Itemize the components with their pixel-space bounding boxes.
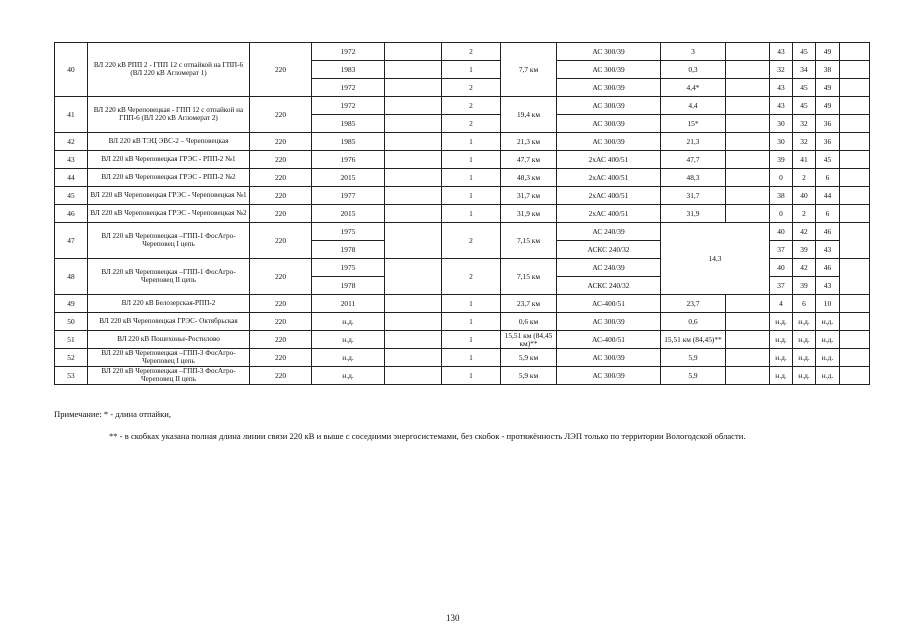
temp-1: 43 [770, 43, 793, 61]
temp-1: 4 [770, 295, 793, 313]
line-length: 7,7 км [501, 43, 557, 97]
year: 2011 [312, 295, 385, 313]
wire-type: АС 300/39 [557, 115, 661, 133]
empty-cell [840, 259, 870, 295]
line-name: ВЛ 220 кВ Череповецкая ГРЭС - РПП-2 №2 [88, 169, 250, 187]
wire-type: АС 300/39 [557, 367, 661, 385]
temp-2: 2 [793, 169, 816, 187]
empty-cell [726, 43, 770, 61]
empty-cell [385, 223, 442, 259]
table-row [55, 43, 870, 61]
row-number: 48 [55, 259, 88, 295]
footnote-1 [54, 409, 171, 419]
empty-cell [726, 187, 770, 205]
wire-length: 21,3 [661, 133, 726, 151]
year: н.д. [312, 313, 385, 331]
wire-length: 31,9 [661, 205, 726, 223]
empty-cell [385, 97, 442, 115]
empty-cell [385, 331, 442, 349]
wire-type: АС 300/39 [557, 43, 661, 61]
wire-type: АСКС 240/32 [557, 241, 661, 259]
temp-1: н.д. [770, 367, 793, 385]
table-row [55, 313, 870, 331]
temp-2: 41 [793, 151, 816, 169]
year: 1983 [312, 61, 385, 79]
voltage: 220 [250, 133, 312, 151]
wire-length: 4,4* [661, 79, 726, 97]
empty-cell [385, 43, 442, 61]
empty-cell [385, 205, 442, 223]
temp-3: 38 [816, 61, 840, 79]
wire-length: 0,3 [661, 61, 726, 79]
line-length: 21,3 км [501, 133, 557, 151]
row-number: 53 [55, 367, 88, 385]
empty-cell [840, 187, 870, 205]
line-length: 15,51 км (84,45 км)** [501, 331, 557, 349]
empty-cell [385, 259, 442, 295]
circuits: 2 [442, 115, 501, 133]
line-name: ВЛ 220 кВ Череповецкая –ГПП-3 ФосАгро-Череповец I цепь [88, 349, 250, 367]
temp-3: 49 [816, 43, 840, 61]
temp-1: 40 [770, 223, 793, 241]
temp-1: н.д. [770, 349, 793, 367]
voltage: 220 [250, 43, 312, 97]
voltage: 220 [250, 349, 312, 367]
empty-cell [840, 169, 870, 187]
row-number: 40 [55, 43, 88, 97]
table-row [55, 97, 870, 115]
table-row [55, 169, 870, 187]
empty-cell [726, 61, 770, 79]
row-number: 47 [55, 223, 88, 259]
voltage: 220 [250, 97, 312, 133]
empty-cell [840, 97, 870, 115]
wire-length: 23,7 [661, 295, 726, 313]
temp-3: 36 [816, 115, 840, 133]
voltage: 220 [250, 331, 312, 349]
line-name: ВЛ 220 кВ Череповецкая - ГПП 12 с отпайкой на ГПП-6 (ВЛ 220 кВ Агломерат 2) [88, 97, 250, 133]
row-number: 49 [55, 295, 88, 313]
wire-type: 2хАС 400/51 [557, 187, 661, 205]
temp-2: 34 [793, 61, 816, 79]
year: 1972 [312, 79, 385, 97]
wire-length: 31,7 [661, 187, 726, 205]
circuits: 1 [442, 187, 501, 205]
table-row [55, 187, 870, 205]
temp-1: 43 [770, 79, 793, 97]
temp-2: 39 [793, 277, 816, 295]
wire-type: АС 300/39 [557, 349, 661, 367]
temp-3: 6 [816, 169, 840, 187]
temp-1: н.д. [770, 331, 793, 349]
empty-cell [840, 295, 870, 313]
temp-3: н.д. [816, 313, 840, 331]
wire-length: 3 [661, 43, 726, 61]
line-length: 23,7 км [501, 295, 557, 313]
wire-type: АС 300/39 [557, 313, 661, 331]
temp-1: 40 [770, 259, 793, 277]
empty-cell [840, 151, 870, 169]
empty-cell [726, 349, 770, 367]
line-name: ВЛ 220 кВ Череповецкая –ГПП-1 ФосАгро-Череповец II цепь [88, 259, 250, 295]
voltage: 220 [250, 259, 312, 295]
temp-1: 43 [770, 97, 793, 115]
line-length: 31,7 км [501, 187, 557, 205]
circuits: 1 [442, 295, 501, 313]
wire-length: 4,4 [661, 97, 726, 115]
temp-3: н.д. [816, 349, 840, 367]
row-number: 43 [55, 151, 88, 169]
line-name: ВЛ 220 кВ Череповецкая ГРЭС - РПП-2 №1 [88, 151, 250, 169]
empty-cell [726, 151, 770, 169]
voltage: 220 [250, 169, 312, 187]
row-number: 50 [55, 313, 88, 331]
line-name: ВЛ 220 кВ Пошехонье-Ростилово [88, 331, 250, 349]
empty-cell [840, 43, 870, 61]
page-number: 130 [446, 613, 460, 623]
empty-cell [726, 79, 770, 97]
temp-1: 38 [770, 187, 793, 205]
wire-type: АС-400/51 [557, 331, 661, 349]
wire-length: 48,3 [661, 169, 726, 187]
temp-3: 49 [816, 97, 840, 115]
circuits: 2 [442, 259, 501, 295]
temp-1: 30 [770, 115, 793, 133]
voltage: 220 [250, 295, 312, 313]
line-name: ВЛ 220 кВ Череповецкая ГРЭС - Череповецкая №2 [88, 205, 250, 223]
wire-type: АС 240/39 [557, 223, 661, 241]
shared-wire-length: 14,3 [661, 223, 770, 295]
temp-3: 43 [816, 241, 840, 259]
empty-cell [840, 61, 870, 79]
empty-cell [385, 313, 442, 331]
temp-1: 39 [770, 151, 793, 169]
wire-type: АС 300/39 [557, 97, 661, 115]
empty-cell [385, 349, 442, 367]
temp-2: 45 [793, 97, 816, 115]
temp-3: 44 [816, 187, 840, 205]
wire-type: АС 240/39 [557, 259, 661, 277]
note-label: Примечание: [54, 409, 102, 419]
temp-3: н.д. [816, 331, 840, 349]
temp-3: 46 [816, 259, 840, 277]
empty-cell [726, 205, 770, 223]
empty-cell [726, 133, 770, 151]
temp-3: 10 [816, 295, 840, 313]
circuits: 1 [442, 151, 501, 169]
circuits: 1 [442, 133, 501, 151]
table-row [55, 223, 870, 241]
empty-cell [385, 79, 442, 97]
note-text: * - длина отпайки, [103, 409, 171, 419]
empty-cell [726, 295, 770, 313]
line-name: ВЛ 220 кВ Белозерская-РПП-2 [88, 295, 250, 313]
year: 1985 [312, 115, 385, 133]
line-length: 5,9 км [501, 349, 557, 367]
empty-cell [726, 331, 770, 349]
circuits: 1 [442, 349, 501, 367]
year: 1975 [312, 259, 385, 277]
voltage: 220 [250, 367, 312, 385]
year: н.д. [312, 349, 385, 367]
year: 1972 [312, 43, 385, 61]
row-number: 46 [55, 205, 88, 223]
temp-2: 6 [793, 295, 816, 313]
line-name: ВЛ 220 кВ Череповецкая ГРЭС- Октябрьская [88, 313, 250, 331]
wire-type: 2хАС 400/51 [557, 151, 661, 169]
temp-2: 40 [793, 187, 816, 205]
empty-cell [840, 205, 870, 223]
empty-cell [385, 61, 442, 79]
voltage: 220 [250, 313, 312, 331]
circuits: 1 [442, 61, 501, 79]
power-lines-table [54, 42, 870, 385]
empty-cell [385, 295, 442, 313]
empty-cell [385, 169, 442, 187]
row-number: 45 [55, 187, 88, 205]
empty-cell [840, 313, 870, 331]
temp-1: 37 [770, 241, 793, 259]
circuits: 1 [442, 205, 501, 223]
empty-cell [726, 169, 770, 187]
temp-3: 45 [816, 151, 840, 169]
empty-cell [840, 115, 870, 133]
table-row [55, 205, 870, 223]
empty-cell [385, 151, 442, 169]
line-length: 19,4 км [501, 97, 557, 133]
temp-2: 2 [793, 205, 816, 223]
temp-1: 0 [770, 205, 793, 223]
line-length: 47,7 км [501, 151, 557, 169]
temp-3: 43 [816, 277, 840, 295]
year: 2015 [312, 205, 385, 223]
year: н.д. [312, 367, 385, 385]
temp-1: 37 [770, 277, 793, 295]
temp-2: 45 [793, 79, 816, 97]
line-length: 31,9 км [501, 205, 557, 223]
wire-type: АСКС 240/32 [557, 277, 661, 295]
empty-cell [385, 133, 442, 151]
circuits: 2 [442, 97, 501, 115]
year: н.д. [312, 331, 385, 349]
temp-2: 42 [793, 259, 816, 277]
line-length: 7,15 км [501, 223, 557, 259]
circuits: 1 [442, 367, 501, 385]
line-length: 0,6 км [501, 313, 557, 331]
empty-cell [385, 187, 442, 205]
line-name: ВЛ 220 кВ ТЭЦ ЭВС-2 – Череповецкая [88, 133, 250, 151]
empty-cell [840, 349, 870, 367]
wire-length: 47,7 [661, 151, 726, 169]
temp-2: н.д. [793, 331, 816, 349]
temp-2: н.д. [793, 349, 816, 367]
temp-2: 45 [793, 43, 816, 61]
temp-3: 6 [816, 205, 840, 223]
row-number: 51 [55, 331, 88, 349]
voltage: 220 [250, 223, 312, 259]
temp-3: н.д. [816, 367, 840, 385]
row-number: 44 [55, 169, 88, 187]
wire-type: 2хАС 400/51 [557, 169, 661, 187]
table-row [55, 367, 870, 385]
temp-3: 46 [816, 223, 840, 241]
row-number: 52 [55, 349, 88, 367]
temp-1: 32 [770, 61, 793, 79]
row-number: 41 [55, 97, 88, 133]
footnote-2: ** - в скобках указана полная длина линии связи 220 кВ и выше с соседними энергосистемами, без скобок - протяжённость ЛЭП только по территории Вологодской области. [109, 431, 746, 441]
wire-type: АС 300/39 [557, 79, 661, 97]
wire-length: 15* [661, 115, 726, 133]
wire-length: 5,9 [661, 367, 726, 385]
circuits: 1 [442, 169, 501, 187]
temp-1: 0 [770, 169, 793, 187]
empty-cell [726, 115, 770, 133]
voltage: 220 [250, 205, 312, 223]
temp-1: 30 [770, 133, 793, 151]
empty-cell [726, 313, 770, 331]
temp-2: 32 [793, 115, 816, 133]
voltage: 220 [250, 151, 312, 169]
temp-2: 42 [793, 223, 816, 241]
wire-length: 5,9 [661, 349, 726, 367]
empty-cell [385, 367, 442, 385]
wire-type: АС 300/39 [557, 133, 661, 151]
empty-cell [840, 331, 870, 349]
line-length: 7,15 км [501, 259, 557, 295]
temp-2: н.д. [793, 313, 816, 331]
row-number: 42 [55, 133, 88, 151]
table-row [55, 349, 870, 367]
circuits: 2 [442, 223, 501, 259]
temp-2: н.д. [793, 367, 816, 385]
empty-cell [840, 79, 870, 97]
table-row [55, 133, 870, 151]
empty-cell [840, 223, 870, 259]
line-name: ВЛ 220 кВ Череповецкая ГРЭС - Череповецкая №1 [88, 187, 250, 205]
circuits: 2 [442, 43, 501, 61]
year: 1976 [312, 151, 385, 169]
year: 1975 [312, 223, 385, 241]
empty-cell [840, 367, 870, 385]
wire-length: 15,51 км (84,45)** [661, 331, 726, 349]
temp-3: 49 [816, 79, 840, 97]
line-name: ВЛ 220 кВ РПП 2 - ГПП 12 с отпайкой на ГПП-6 (ВЛ 220 кВ Агломерат 1) [88, 43, 250, 97]
temp-1: н.д. [770, 313, 793, 331]
voltage: 220 [250, 187, 312, 205]
temp-2: 39 [793, 241, 816, 259]
year: 1978 [312, 277, 385, 295]
empty-cell [385, 115, 442, 133]
table-row [55, 295, 870, 313]
empty-cell [726, 97, 770, 115]
empty-cell [726, 367, 770, 385]
empty-cell [840, 133, 870, 151]
year: 1978 [312, 241, 385, 259]
line-name: ВЛ 220 кВ Череповецкая –ГПП-3 ФосАгро-Череповец II цепь [88, 367, 250, 385]
circuits: 1 [442, 313, 501, 331]
wire-type: АС-400/51 [557, 295, 661, 313]
line-length: 48,3 км [501, 169, 557, 187]
year: 1985 [312, 133, 385, 151]
table-row [55, 331, 870, 349]
circuits: 1 [442, 331, 501, 349]
temp-3: 36 [816, 133, 840, 151]
circuits: 2 [442, 79, 501, 97]
line-length: 5,9 км [501, 367, 557, 385]
year: 1977 [312, 187, 385, 205]
year: 1972 [312, 97, 385, 115]
table-row [55, 151, 870, 169]
temp-2: 32 [793, 133, 816, 151]
wire-type: 2хАС 400/51 [557, 205, 661, 223]
line-name: ВЛ 220 кВ Череповецкая –ГПП-1 ФосАгро-Череповец I цепь [88, 223, 250, 259]
wire-length: 0,6 [661, 313, 726, 331]
year: 2015 [312, 169, 385, 187]
wire-type: АС 300/39 [557, 61, 661, 79]
